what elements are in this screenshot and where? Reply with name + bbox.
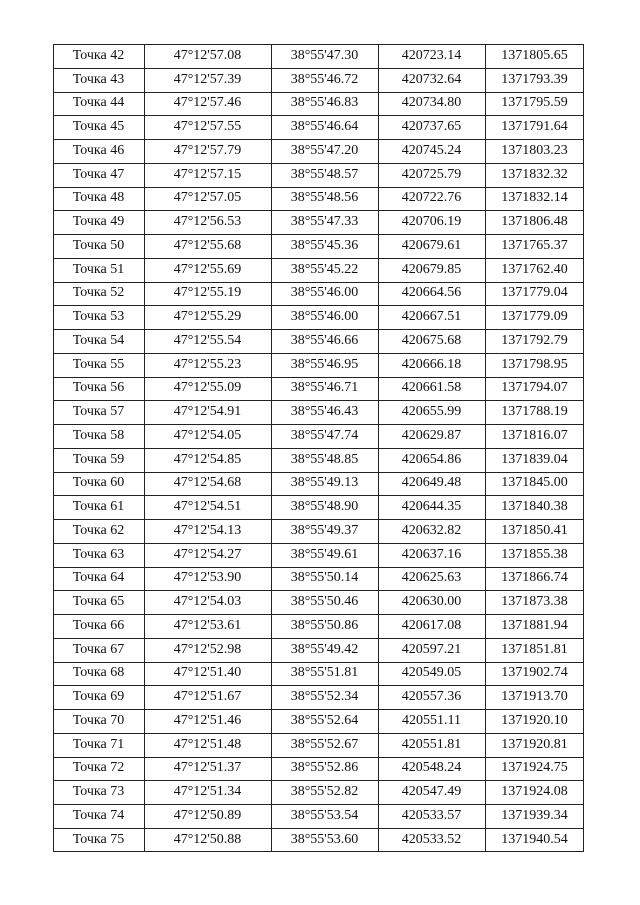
point-name-cell: Точка 42 — [72, 47, 125, 63]
latitude-cell: 47°12'51.34 — [173, 784, 242, 800]
y-coordinate-cell: 1371850.41 — [501, 522, 568, 538]
y-coordinate-cell: 1371939.34 — [501, 807, 568, 823]
x-coordinate-cell: 420667.51 — [401, 309, 462, 325]
latitude-cell: 47°12'56.53 — [173, 214, 242, 230]
grid-line-horizontal — [53, 44, 584, 45]
x-coordinate-cell: 420557.36 — [401, 689, 462, 705]
latitude-cell: 47°12'51.67 — [173, 689, 242, 705]
table-row — [53, 68, 584, 92]
longitude-cell: 38°55'52.67 — [290, 736, 359, 752]
latitude-cell: 47°12'54.51 — [173, 499, 242, 515]
table-row — [53, 519, 584, 543]
point-name-cell: Точка 63 — [72, 546, 125, 562]
latitude-cell: 47°12'54.68 — [173, 475, 242, 491]
latitude-cell: 47°12'55.09 — [173, 380, 242, 396]
latitude-cell: 47°12'54.91 — [173, 404, 242, 420]
table-row — [53, 733, 584, 757]
point-name-cell: Точка 58 — [72, 427, 125, 443]
table-row — [53, 828, 584, 852]
point-name-cell: Точка 57 — [72, 404, 125, 420]
latitude-cell: 47°12'51.48 — [173, 736, 242, 752]
latitude-cell: 47°12'57.05 — [173, 190, 242, 206]
latitude-cell: 47°12'54.13 — [173, 522, 242, 538]
y-coordinate-cell: 1371798.95 — [501, 356, 568, 372]
y-coordinate-cell: 1371832.32 — [501, 166, 568, 182]
grid-line-horizontal — [53, 139, 584, 140]
table-row — [53, 377, 584, 401]
x-coordinate-cell: 420548.24 — [401, 760, 462, 776]
point-name-cell: Точка 49 — [72, 214, 125, 230]
x-coordinate-cell: 420551.81 — [401, 736, 462, 752]
longitude-cell: 38°55'52.86 — [290, 760, 359, 776]
table-row — [53, 590, 584, 614]
x-coordinate-cell: 420675.68 — [401, 332, 462, 348]
longitude-cell: 38°55'49.42 — [290, 641, 359, 657]
grid-line-horizontal — [53, 282, 584, 283]
grid-line-horizontal — [53, 115, 584, 116]
point-name-cell: Точка 48 — [72, 190, 125, 206]
point-name-cell: Точка 54 — [72, 332, 125, 348]
y-coordinate-cell: 1371806.48 — [501, 214, 568, 230]
x-coordinate-cell: 420725.79 — [401, 166, 462, 182]
y-coordinate-cell: 1371795.59 — [501, 95, 568, 111]
longitude-cell: 38°55'46.64 — [290, 119, 359, 135]
longitude-cell: 38°55'46.00 — [290, 309, 359, 325]
point-name-cell: Точка 59 — [72, 451, 125, 467]
y-coordinate-cell: 1371940.54 — [501, 831, 568, 847]
table-row — [53, 495, 584, 519]
point-name-cell: Точка 70 — [72, 712, 125, 728]
grid-line-horizontal — [53, 329, 584, 330]
point-name-cell: Точка 45 — [72, 119, 125, 135]
table-row — [53, 187, 584, 211]
y-coordinate-cell: 1371920.81 — [501, 736, 568, 752]
table-row — [53, 662, 584, 686]
coordinates-table — [53, 44, 584, 852]
x-coordinate-cell: 420666.18 — [401, 356, 462, 372]
x-coordinate-cell: 420661.58 — [401, 380, 462, 396]
latitude-cell: 47°12'54.03 — [173, 594, 242, 610]
x-coordinate-cell: 420547.49 — [401, 784, 462, 800]
point-name-cell: Точка 46 — [72, 142, 125, 158]
latitude-cell: 47°12'57.79 — [173, 142, 242, 158]
grid-line-horizontal — [53, 234, 584, 235]
x-coordinate-cell: 420625.63 — [401, 570, 462, 586]
x-coordinate-cell: 420629.87 — [401, 427, 462, 443]
point-name-cell: Точка 50 — [72, 237, 125, 253]
point-name-cell: Точка 65 — [72, 594, 125, 610]
latitude-cell: 47°12'53.90 — [173, 570, 242, 586]
x-coordinate-cell: 420722.76 — [401, 190, 462, 206]
x-coordinate-cell: 420745.24 — [401, 142, 462, 158]
point-name-cell: Точка 52 — [72, 285, 125, 301]
y-coordinate-cell: 1371816.07 — [501, 427, 568, 443]
latitude-cell: 47°12'50.89 — [173, 807, 242, 823]
y-coordinate-cell: 1371873.38 — [501, 594, 568, 610]
longitude-cell: 38°55'50.86 — [290, 617, 359, 633]
latitude-cell: 47°12'50.88 — [173, 831, 242, 847]
longitude-cell: 38°55'52.82 — [290, 784, 359, 800]
x-coordinate-cell: 420655.99 — [401, 404, 462, 420]
grid-line-horizontal — [53, 851, 584, 852]
y-coordinate-cell: 1371924.75 — [501, 760, 568, 776]
longitude-cell: 38°55'46.71 — [290, 380, 359, 396]
table-row — [53, 329, 584, 353]
longitude-cell: 38°55'52.34 — [290, 689, 359, 705]
latitude-cell: 47°12'57.39 — [173, 71, 242, 87]
x-coordinate-cell: 420732.64 — [401, 71, 462, 87]
latitude-cell: 47°12'53.61 — [173, 617, 242, 633]
table-row — [53, 210, 584, 234]
point-name-cell: Точка 51 — [72, 261, 125, 277]
grid-line-horizontal — [53, 377, 584, 378]
longitude-cell: 38°55'53.54 — [290, 807, 359, 823]
table-row — [53, 305, 584, 329]
grid-line-horizontal — [53, 424, 584, 425]
point-name-cell: Точка 69 — [72, 689, 125, 705]
longitude-cell: 38°55'46.72 — [290, 71, 359, 87]
table-row — [53, 400, 584, 424]
latitude-cell: 47°12'54.85 — [173, 451, 242, 467]
longitude-cell: 38°55'47.30 — [290, 47, 359, 63]
table-row — [53, 353, 584, 377]
longitude-cell: 38°55'47.33 — [290, 214, 359, 230]
point-name-cell: Точка 61 — [72, 499, 125, 515]
x-coordinate-cell: 420734.80 — [401, 95, 462, 111]
latitude-cell: 47°12'55.23 — [173, 356, 242, 372]
table-row — [53, 92, 584, 116]
grid-line-horizontal — [53, 590, 584, 591]
x-coordinate-cell: 420737.65 — [401, 119, 462, 135]
x-coordinate-cell: 420679.61 — [401, 237, 462, 253]
table-row — [53, 638, 584, 662]
x-coordinate-cell: 420654.86 — [401, 451, 462, 467]
y-coordinate-cell: 1371791.64 — [501, 119, 568, 135]
longitude-cell: 38°55'53.60 — [290, 831, 359, 847]
point-name-cell: Точка 74 — [72, 807, 125, 823]
y-coordinate-cell: 1371839.04 — [501, 451, 568, 467]
longitude-cell: 38°55'46.66 — [290, 332, 359, 348]
grid-line-horizontal — [53, 614, 584, 615]
point-name-cell: Точка 55 — [72, 356, 125, 372]
latitude-cell: 47°12'55.54 — [173, 332, 242, 348]
grid-line-horizontal — [53, 472, 584, 473]
y-coordinate-cell: 1371792.79 — [501, 332, 568, 348]
table-row — [53, 804, 584, 828]
y-coordinate-cell: 1371845.00 — [501, 475, 568, 491]
latitude-cell: 47°12'57.46 — [173, 95, 242, 111]
latitude-cell: 47°12'52.98 — [173, 641, 242, 657]
table-row — [53, 115, 584, 139]
y-coordinate-cell: 1371840.38 — [501, 499, 568, 515]
longitude-cell: 38°55'46.83 — [290, 95, 359, 111]
grid-line-horizontal — [53, 567, 584, 568]
longitude-cell: 38°55'50.46 — [290, 594, 359, 610]
x-coordinate-cell: 420706.19 — [401, 214, 462, 230]
y-coordinate-cell: 1371805.65 — [501, 47, 568, 63]
grid-line-horizontal — [53, 353, 584, 354]
grid-line-horizontal — [53, 804, 584, 805]
y-coordinate-cell: 1371788.19 — [501, 404, 568, 420]
longitude-cell: 38°55'50.14 — [290, 570, 359, 586]
latitude-cell: 47°12'55.68 — [173, 237, 242, 253]
latitude-cell: 47°12'55.69 — [173, 261, 242, 277]
y-coordinate-cell: 1371855.38 — [501, 546, 568, 562]
table-row — [53, 44, 584, 68]
x-coordinate-cell: 420632.82 — [401, 522, 462, 538]
latitude-cell: 47°12'51.40 — [173, 665, 242, 681]
y-coordinate-cell: 1371793.39 — [501, 71, 568, 87]
y-coordinate-cell: 1371920.10 — [501, 712, 568, 728]
longitude-cell: 38°55'47.74 — [290, 427, 359, 443]
latitude-cell: 47°12'51.37 — [173, 760, 242, 776]
point-name-cell: Точка 72 — [72, 760, 125, 776]
point-name-cell: Точка 56 — [72, 380, 125, 396]
table-row — [53, 757, 584, 781]
longitude-cell: 38°55'47.20 — [290, 142, 359, 158]
longitude-cell: 38°55'52.64 — [290, 712, 359, 728]
latitude-cell: 47°12'57.08 — [173, 47, 242, 63]
table-row — [53, 448, 584, 472]
x-coordinate-cell: 420597.21 — [401, 641, 462, 657]
longitude-cell: 38°55'48.90 — [290, 499, 359, 515]
grid-line-horizontal — [53, 210, 584, 211]
point-name-cell: Точка 53 — [72, 309, 125, 325]
y-coordinate-cell: 1371803.23 — [501, 142, 568, 158]
x-coordinate-cell: 420551.11 — [402, 712, 461, 728]
latitude-cell: 47°12'54.27 — [173, 546, 242, 562]
point-name-cell: Точка 68 — [72, 665, 125, 681]
longitude-cell: 38°55'48.85 — [290, 451, 359, 467]
grid-line-horizontal — [53, 780, 584, 781]
grid-line-horizontal — [53, 305, 584, 306]
table-row — [53, 780, 584, 804]
table-row — [53, 685, 584, 709]
point-name-cell: Точка 66 — [72, 617, 125, 633]
longitude-cell: 38°55'48.57 — [290, 166, 359, 182]
grid-line-horizontal — [53, 68, 584, 69]
grid-line-horizontal — [53, 448, 584, 449]
y-coordinate-cell: 1371779.04 — [501, 285, 568, 301]
grid-line-horizontal — [53, 495, 584, 496]
x-coordinate-cell: 420637.16 — [401, 546, 462, 562]
x-coordinate-cell: 420644.35 — [401, 499, 462, 515]
table-row — [53, 614, 584, 638]
grid-line-horizontal — [53, 733, 584, 734]
longitude-cell: 38°55'46.43 — [290, 404, 359, 420]
point-name-cell: Точка 64 — [72, 570, 125, 586]
point-name-cell: Точка 62 — [72, 522, 125, 538]
grid-line-horizontal — [53, 685, 584, 686]
table-row — [53, 472, 584, 496]
table-row — [53, 709, 584, 733]
point-name-cell: Точка 73 — [72, 784, 125, 800]
y-coordinate-cell: 1371794.07 — [501, 380, 568, 396]
table-row — [53, 543, 584, 567]
x-coordinate-cell: 420533.52 — [401, 831, 462, 847]
grid-line-horizontal — [53, 757, 584, 758]
latitude-cell: 47°12'57.55 — [173, 119, 242, 135]
longitude-cell: 38°55'46.00 — [290, 285, 359, 301]
latitude-cell: 47°12'55.29 — [173, 309, 242, 325]
grid-line-horizontal — [53, 828, 584, 829]
x-coordinate-cell: 420630.00 — [401, 594, 462, 610]
grid-line-horizontal — [53, 638, 584, 639]
point-name-cell: Точка 75 — [72, 831, 125, 847]
table-row — [53, 567, 584, 591]
y-coordinate-cell: 1371851.81 — [501, 641, 568, 657]
longitude-cell: 38°55'49.13 — [290, 475, 359, 491]
grid-line-horizontal — [53, 187, 584, 188]
point-name-cell: Точка 71 — [72, 736, 125, 752]
y-coordinate-cell: 1371902.74 — [501, 665, 568, 681]
longitude-cell: 38°55'48.56 — [290, 190, 359, 206]
grid-line-horizontal — [53, 258, 584, 259]
grid-line-horizontal — [53, 400, 584, 401]
longitude-cell: 38°55'49.61 — [290, 546, 359, 562]
table-row — [53, 163, 584, 187]
latitude-cell: 47°12'51.46 — [173, 712, 242, 728]
point-name-cell: Точка 44 — [72, 95, 125, 111]
table-row — [53, 282, 584, 306]
longitude-cell: 38°55'45.22 — [290, 261, 359, 277]
grid-line-horizontal — [53, 519, 584, 520]
x-coordinate-cell: 420723.14 — [401, 47, 462, 63]
grid-line-horizontal — [53, 709, 584, 710]
latitude-cell: 47°12'57.15 — [173, 166, 242, 182]
y-coordinate-cell: 1371762.40 — [501, 261, 568, 277]
table-row — [53, 234, 584, 258]
x-coordinate-cell: 420649.48 — [401, 475, 462, 491]
grid-line-horizontal — [53, 163, 584, 164]
longitude-cell: 38°55'49.37 — [290, 522, 359, 538]
x-coordinate-cell: 420549.05 — [401, 665, 462, 681]
y-coordinate-cell: 1371832.14 — [501, 190, 568, 206]
y-coordinate-cell: 1371881.94 — [501, 617, 568, 633]
table-row — [53, 139, 584, 163]
grid-line-horizontal — [53, 662, 584, 663]
x-coordinate-cell: 420533.57 — [401, 807, 462, 823]
x-coordinate-cell: 420617.08 — [401, 617, 462, 633]
longitude-cell: 38°55'51.81 — [290, 665, 359, 681]
latitude-cell: 47°12'54.05 — [173, 427, 242, 443]
longitude-cell: 38°55'45.36 — [290, 237, 359, 253]
y-coordinate-cell: 1371866.74 — [501, 570, 568, 586]
x-coordinate-cell: 420679.85 — [401, 261, 462, 277]
y-coordinate-cell: 1371924.08 — [501, 784, 568, 800]
y-coordinate-cell: 1371779.09 — [501, 309, 568, 325]
grid-line-horizontal — [53, 543, 584, 544]
x-coordinate-cell: 420664.56 — [401, 285, 462, 301]
latitude-cell: 47°12'55.19 — [173, 285, 242, 301]
grid-line-horizontal — [53, 92, 584, 93]
y-coordinate-cell: 1371765.37 — [501, 237, 568, 253]
point-name-cell: Точка 60 — [72, 475, 125, 491]
table-row — [53, 258, 584, 282]
table-row — [53, 424, 584, 448]
point-name-cell: Точка 67 — [72, 641, 125, 657]
y-coordinate-cell: 1371913.70 — [501, 689, 568, 705]
point-name-cell: Точка 47 — [72, 166, 125, 182]
point-name-cell: Точка 43 — [72, 71, 125, 87]
longitude-cell: 38°55'46.95 — [290, 356, 359, 372]
